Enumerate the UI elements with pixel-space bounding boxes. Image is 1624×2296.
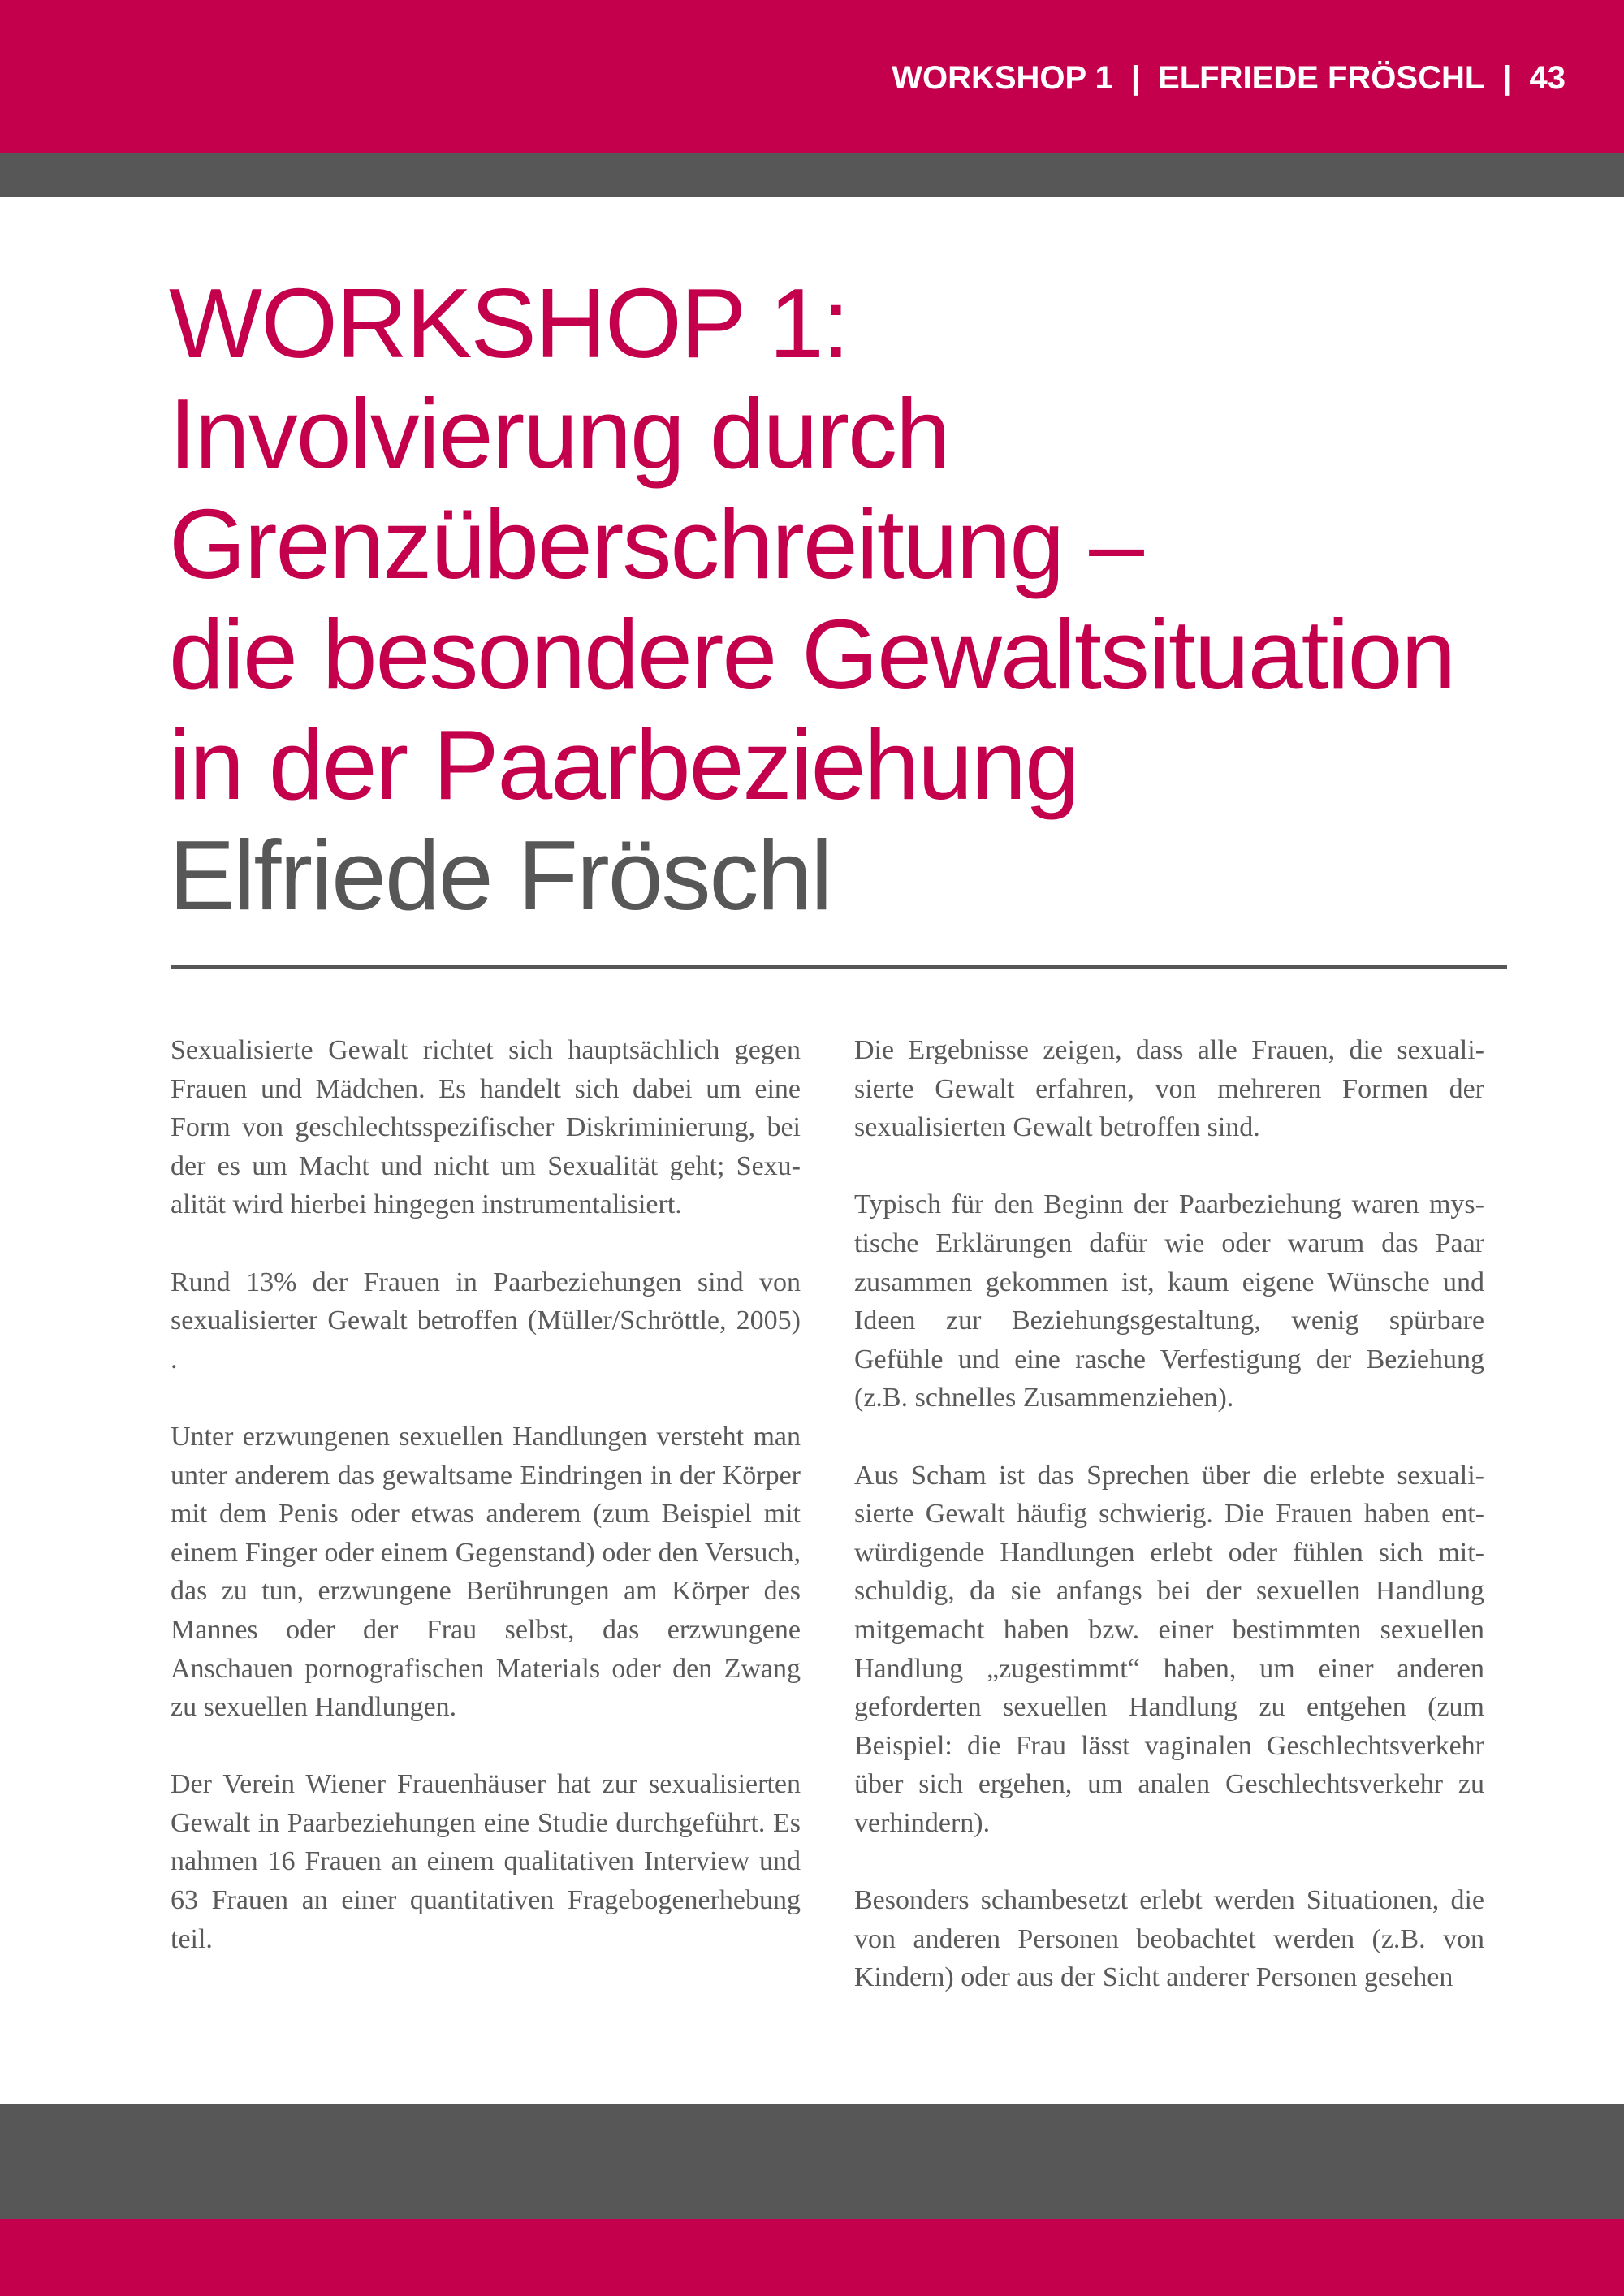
title-line: WORKSHOP 1: bbox=[169, 268, 849, 378]
body-paragraph: Unter erzwungenen sexuellen Handlungen versteht man unter anderem das gewaltsame Eindringen in der Körper mit dem Penis oder etwas anderem (zum Beispiel mit einem Finger oder einem Gegenstand) oder den Versuch, das zu tun, erzwungene Berührungen am Körper des Mannes oder der Frau selbst, das erzwungene Anschauen pornografischen Materials oder den Zwang zu sexuellen Handlungen. bbox=[171, 1421, 801, 1723]
title-divider bbox=[171, 965, 1507, 969]
body-paragraph: Aus Scham ist das Sprechen über die erlebte sexualisierte Gewalt häufig schwierig. Die Frauen haben entwürdigende Handlungen erlebt oder fühlen sich mitschuldig, da sie anfangs bei der sexuellen Handlung mitgemacht haben bzw. einer bestimmten sexuellen Handlung „zugestimmt“ haben, um einer anderen geforderten sexuellen Handlung zu entgehen (zum Beispiel: die Frau lässt vaginalen Geschlechtsverkehr über sich ergehen, um analen Geschlechtsverkehr zu verhindern). bbox=[854, 1460, 1484, 1838]
title-line: in der Paarbeziehung bbox=[169, 710, 1078, 820]
header-gray-strip bbox=[0, 153, 1624, 197]
running-head-separator: | bbox=[1502, 60, 1512, 96]
page-title bbox=[169, 268, 1509, 930]
body-paragraph: Sexualisierte Gewalt richtet sich hauptsächlich gegen Frauen und Mädchen. Es handelt sich dabei um eine Form von geschlechtsspezifischer Diskriminierung, bei der es um Macht und nicht um Sexualität geht; Sexualität wird hierbei hingegen instrumentalisiert. bbox=[171, 1035, 801, 1220]
text-column-right bbox=[854, 1031, 1484, 2035]
title-line: Involvierung durch bbox=[169, 378, 949, 489]
body-paragraph: Die Ergebnisse zeigen, dass alle Frauen, die sexualisierte Gewalt erfahren, von mehreren Formen der sexualisierten Gewalt betroffen sind. bbox=[854, 1035, 1484, 1143]
running-head-author: ELFRIEDE FRÖSCHL bbox=[1158, 60, 1485, 96]
footer-band bbox=[0, 2219, 1624, 2296]
title-line: die besondere Gewaltsituation bbox=[169, 599, 1455, 710]
body-paragraph: Besonders schambesetzt erlebt werden Situationen, die von anderen Personen beobachtet werden (z.B. von Kindern) oder aus der Sicht anderer Personen gesehen bbox=[854, 1885, 1484, 1993]
running-head-workshop: WORKSHOP 1 bbox=[892, 60, 1113, 96]
running-head-separator: | bbox=[1130, 60, 1141, 96]
running-head bbox=[892, 57, 1566, 99]
footer-gray-strip bbox=[0, 2104, 1624, 2219]
text-column-left bbox=[171, 1031, 801, 1997]
body-paragraph: Typisch für den Beginn der Paarbeziehung waren mystische Erklärungen dafür wie oder warum das Paar zusammen gekommen ist, kaum eigene Wünsche und Ideen zur Beziehungsgestaltung, wenig spürbare Gefühle und eine rasche Verfestigung der Beziehung (z.B. schnelles Zusammenziehen). bbox=[854, 1189, 1484, 1413]
title-author: Elfriede Fröschl bbox=[169, 820, 831, 930]
body-paragraph: Rund 13% der Frauen in Paarbeziehungen sind von sexualisierter Gewalt betroffen (Müller/Schröttle, 2005) . bbox=[171, 1267, 801, 1375]
title-line: Grenzüberschreitung – bbox=[169, 489, 1143, 599]
body-paragraph: Der Verein Wiener Frauenhäuser hat zur sexualisierten Gewalt in Paarbeziehungen eine Studie durchgeführt. Es nahmen 16 Frauen an einem qualitativen Interview und 63 Frauen an einer quantitativen Fragebogenerhebung teil. bbox=[171, 1769, 801, 1954]
page-number: 43 bbox=[1529, 60, 1566, 96]
